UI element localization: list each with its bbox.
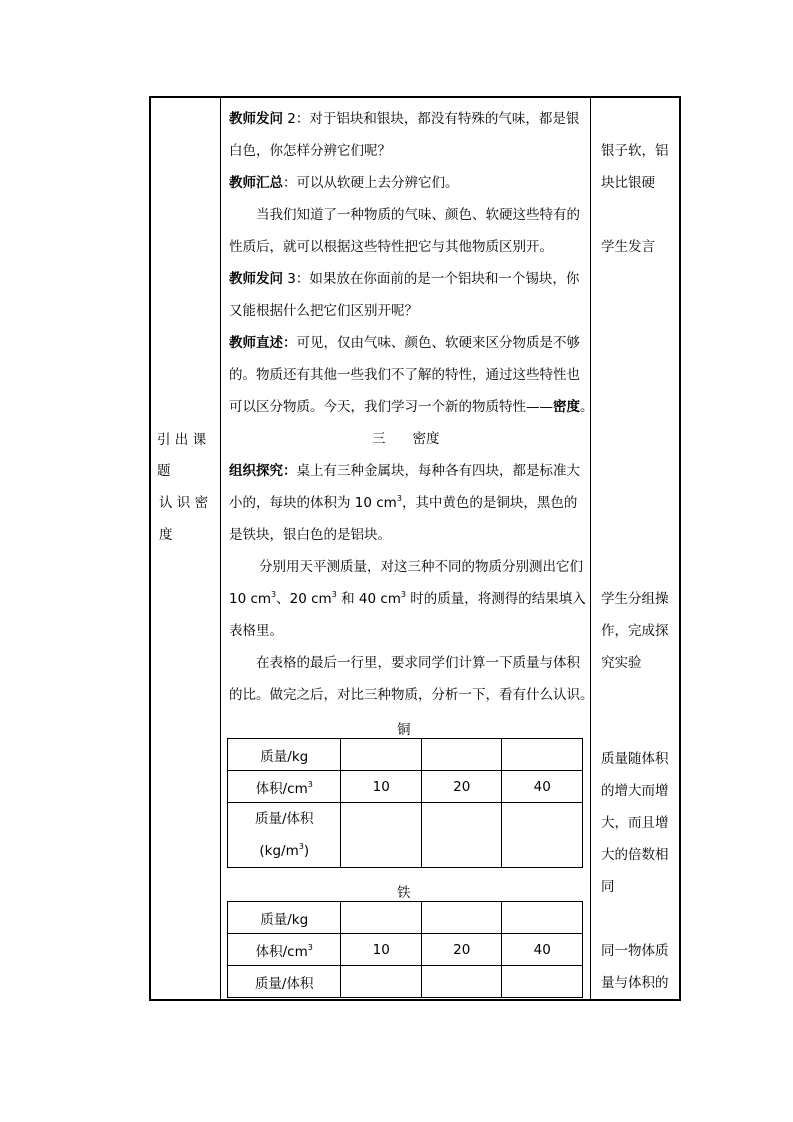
paragraph-line: 10 $cm^3$、20 $cm^3$ 和 40 $cm^3$ 时的质量，将测得的结果填入 [229,590,586,607]
stage-label-line1: 引 出 课 [157,432,207,448]
section-heading: 三 密度 [372,431,440,447]
cell-volume-20: 20 [421,771,502,803]
paragraph-line: 可以区分物质。今天，我们学习一个新的物质特性——密度。 [229,399,594,415]
paragraph-line: 当我们知道了一种物质的气味、颜色、软硬这些特有的 [256,207,580,223]
student-note-line: 同一物体质 [601,943,669,959]
data-table-iron [227,901,583,998]
table-bottom-border [149,999,681,1001]
stage-label-line2: 题 [157,463,171,479]
paragraph-line: 的比。做完之后，对比三种物质，分析一下，看有什么认识。 [229,687,594,703]
row-label-ratio: 质量/体积 [228,966,341,998]
table-caption-iron: 铁 [397,885,411,901]
cell-empty [341,902,422,934]
student-note-line: 同 [601,879,615,895]
cell-empty [341,739,422,771]
paragraph-line: 白色，你怎样分辨它们呢？ [229,143,391,159]
student-note-line: 量与体积的 [601,975,669,991]
student-note-line: 大的倍数相 [601,847,669,863]
paragraph-line: 分别用天平测质量，对这三种不同的物质分别测出它们 [259,559,583,575]
student-note-line: 银子软，铝 [601,143,669,159]
student-note-line: 块比银硬 [601,175,655,191]
paragraph-line: 性质后，就可以根据这些特性把它与其他物质区别开。 [229,239,553,255]
cell-volume-10: 10 [341,771,422,803]
paragraph-line: 是铁块，银白色的是铝块。 [229,527,391,543]
paragraph-line: 在表格的最后一行里，要求同学们计算一下质量与体积 [256,655,580,671]
cell-empty [502,902,583,934]
student-note-line: 质量随体积 [601,751,669,767]
paragraph-teacher-statement: 教师直述：可见，仅由气味、颜色、软硬来区分物质是不够 [229,335,580,351]
paragraph-organized-inquiry: 组织探究：桌上有三种金属块，每种各有四块，都是标准大 [229,463,580,479]
paragraph-line: 的。物质还有其他一些我们不了解的特性，通过这些特性也 [229,367,580,383]
data-table-copper [227,738,583,868]
cell-empty [341,966,422,998]
row-label-ratio: 质量/体积 $(kg/m^3)$ [228,803,341,868]
table-caption-copper: 铜 [397,722,411,738]
paragraph-teacher-question-3: 教师发问 3：如果放在你面前的是一个铝块和一个锡块，你 [229,271,580,287]
student-note-line: 学生发言 [601,239,655,255]
row-label-mass: 质量/kg [228,739,341,771]
student-note-line: 大，而且增 [601,815,669,831]
column-divider-right [590,98,591,1000]
paragraph-line: 又能根据什么把它们区别开呢？ [229,303,418,319]
student-note-line: 究实验 [601,655,642,671]
cell-empty [421,739,502,771]
stage-label-line3: 认 识 密 [159,495,209,511]
cell-empty [341,803,422,868]
paragraph-line: 表格里。 [229,623,283,639]
row-label-volume: 体积$/cm^3$ [228,934,341,966]
cell-volume-10: 10 [341,934,422,966]
cell-volume-40: 40 [502,934,583,966]
student-note-line: 学生分组操 [601,591,669,607]
cell-empty [421,902,502,934]
stage-label-line4: 度 [159,527,173,543]
cell-empty [421,803,502,868]
student-note-line: 的增大而增 [601,783,669,799]
row-label-volume: 体积$/cm^3$ [228,771,341,803]
cell-empty [421,966,502,998]
cell-empty [502,739,583,771]
paragraph-teacher-summary: 教师汇总：可以从软硬上去分辨它们。 [229,175,459,191]
cell-volume-40: 40 [502,771,583,803]
row-label-mass: 质量/kg [228,902,341,934]
column-divider-left [220,98,221,1000]
cell-volume-20: 20 [421,934,502,966]
cell-empty [502,803,583,868]
student-note-line: 作，完成探 [601,623,669,639]
paragraph-teacher-question-2: 教师发问 2：对于铝块和银块，都没有特殊的气味，都是银 [229,111,580,127]
paragraph-line: 小的，每块的体积为 10 $cm^3$，其中黄色的是铜块，黑色的 [229,494,578,511]
cell-empty [502,966,583,998]
